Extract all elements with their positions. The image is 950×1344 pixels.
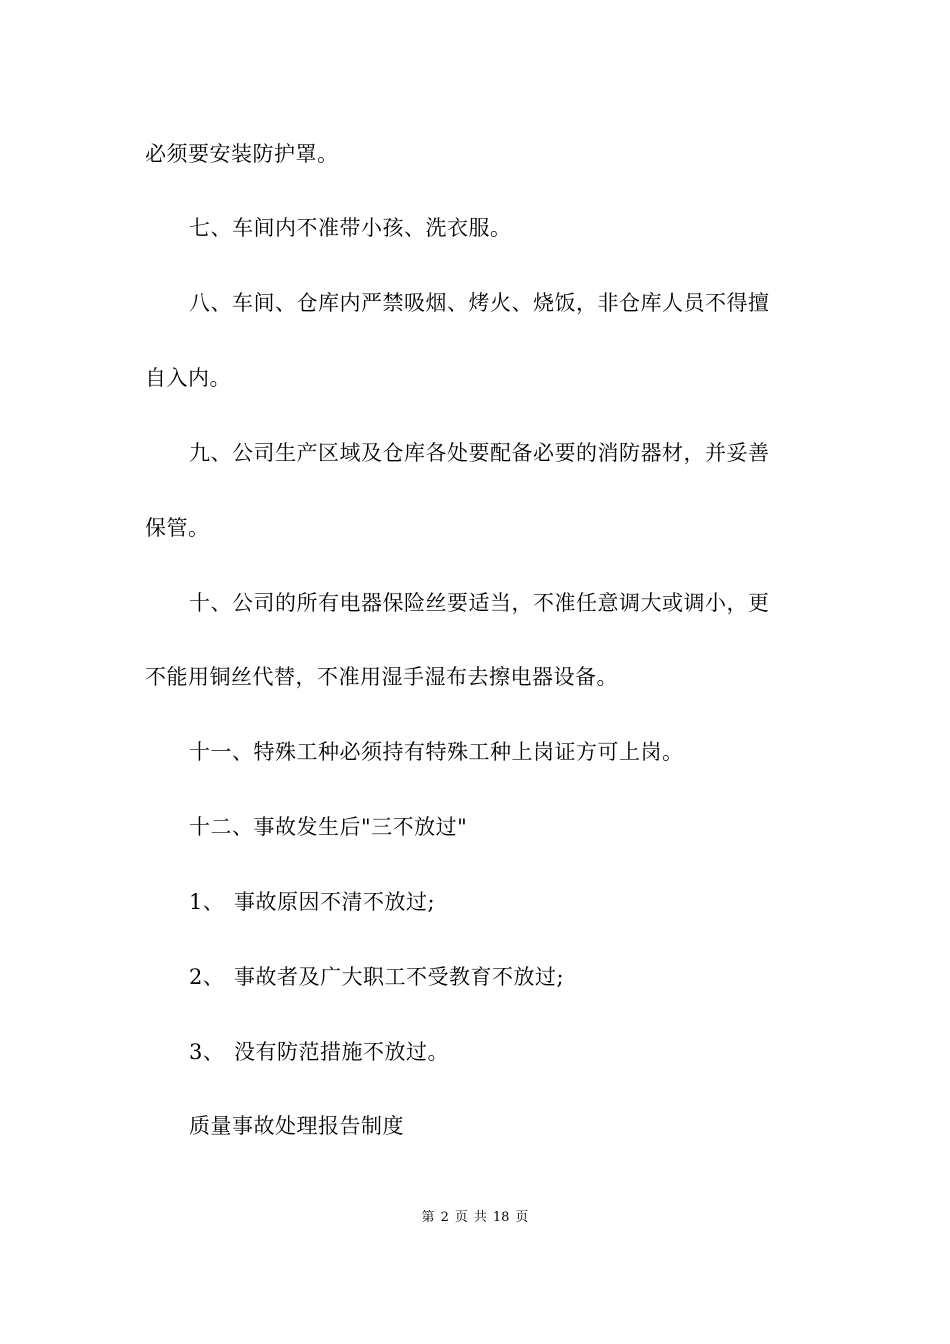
footer-total-pages: 18	[492, 1210, 510, 1225]
list-item-text: 事故者及广大职工不受教育不放过;	[234, 965, 565, 989]
text-line: 十二、事故发生后"三不放过"	[189, 815, 468, 839]
text-line: 不能用铜丝代替，不准用湿手湿布去擦电器设备。	[145, 665, 618, 689]
text-line: 十一、特殊工种必须持有特殊工种上岗证方可上岗。	[189, 740, 684, 764]
list-item	[189, 888, 435, 916]
footer-page-number: 2	[440, 1210, 449, 1225]
text-line: 必须要安装防护罩。	[145, 142, 339, 166]
text-line: 七、车间内不准带小孩、洗衣服。	[189, 216, 512, 240]
list-item-text: 没有防范措施不放过。	[234, 1040, 449, 1064]
list-item-number: 1、	[189, 890, 225, 914]
footer-total-word: 共	[473, 1210, 487, 1225]
list-item-number: 3、	[189, 1040, 225, 1064]
list-item	[189, 1038, 449, 1066]
text-line: 保管。	[145, 516, 210, 540]
footer-prefix: 第	[421, 1210, 435, 1225]
list-item-number: 2、	[189, 965, 225, 989]
text-line: 八、车间、仓库内严禁吸烟、烤火、烧饭，非仓库人员不得擅	[189, 291, 770, 315]
page-footer	[0, 1208, 950, 1228]
section-title: 质量事故处理报告制度	[189, 1114, 404, 1138]
footer-suffix: 页	[515, 1210, 529, 1225]
text-line: 九、公司生产区域及仓库各处要配备必要的消防器材，并妥善	[189, 441, 770, 465]
text-line: 十、公司的所有电器保险丝要适当，不准任意调大或调小，更	[189, 591, 770, 615]
text-line: 自入内。	[145, 366, 231, 390]
list-item	[189, 963, 564, 991]
list-item-text: 事故原因不清不放过;	[234, 890, 436, 914]
footer-page-word: 页	[454, 1210, 468, 1225]
